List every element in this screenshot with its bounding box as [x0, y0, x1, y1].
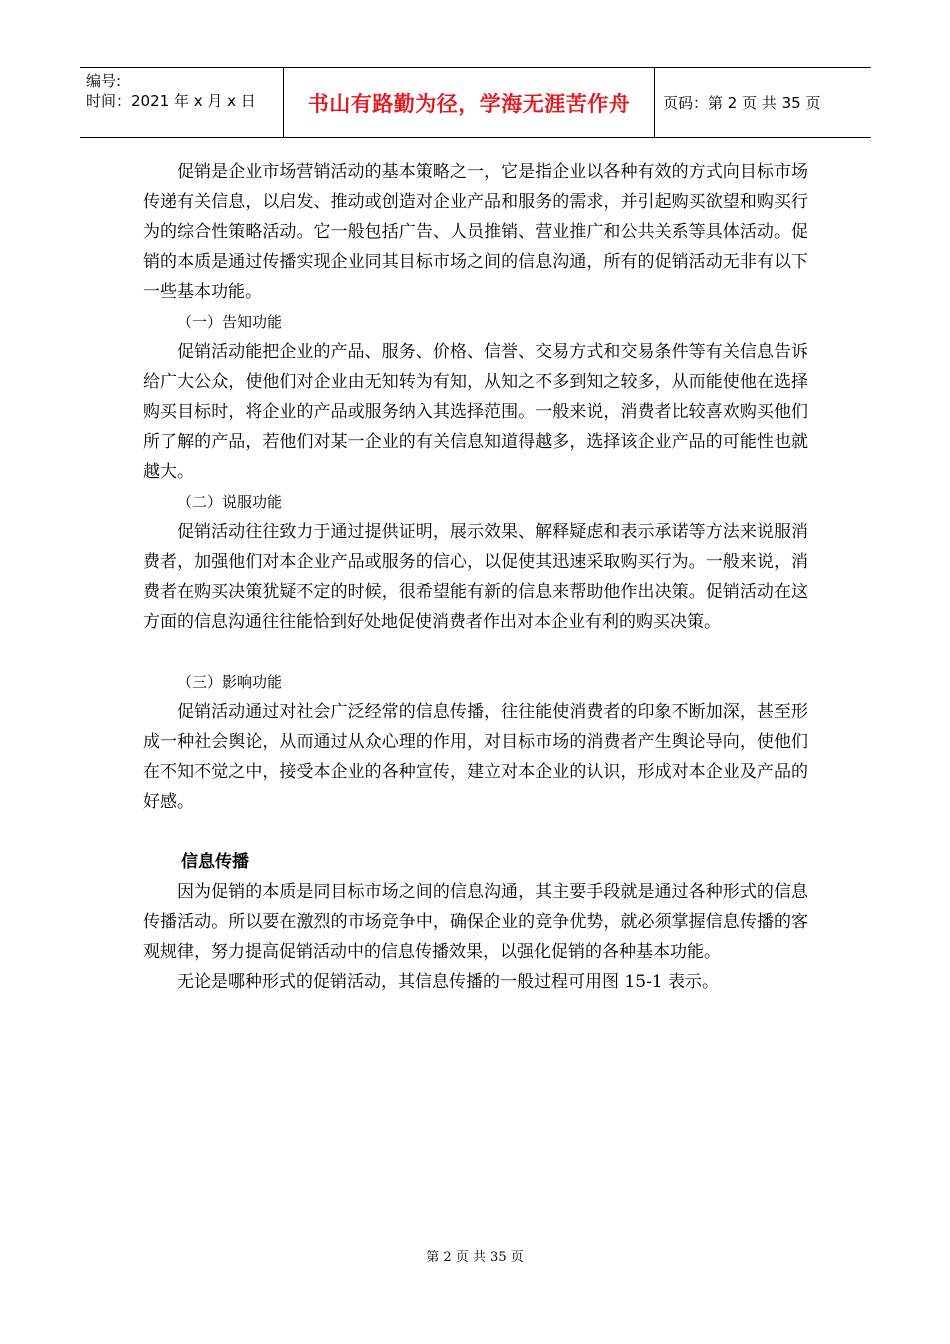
section-heading-influence: （三）影响功能 — [177, 673, 283, 691]
header-meta — [80, 68, 284, 137]
section-heading-information-dissemination: 信息传播 — [181, 852, 249, 872]
document-body — [143, 157, 808, 997]
header-motto: 书山有路勤为径，学海无涯苦作舟 — [284, 68, 655, 137]
section-heading-inform: （一）告知功能 — [177, 313, 283, 331]
persuade-paragraph: 促销活动往往致力于通过提供证明，展示效果、解释疑虑和表示承诺等方法来说服消费者，加强他们对本企业产品或服务的信心，以促使其迅速采取购买行为。一般来说，消费者在购买决策犹疑不定的时候，很希望能有新的信息来帮助他作出决策。促销活动在这方面的信息沟通往往能恰到好处地促使消费者作出对本企业有利的购买决策。 — [143, 522, 808, 632]
intro-paragraph: 促销是企业市场营销活动的基本策略之一，它是指企业以各种有效的方式向目标市场传递有关信息，以启发、推动或创造对企业产品和服务的需求，并引起购买欲望和购买行为的综合性策略活动。它一般包括广告、人员推销、营业推广和公共关系等具体活动。促销的本质是通过传播实现企业同其目标市场之间的信息沟通，所有的促销活动无非有以下一些基本功能。 — [143, 162, 808, 302]
page-footer: 第 2 页 共 35 页 — [426, 1250, 524, 1265]
section-heading-persuade: （二）说服功能 — [177, 493, 283, 511]
header-page-indicator: 页码：第 2 页 共 35 页 — [663, 94, 821, 112]
influence-paragraph: 促销活动通过对社会广泛经常的信息传播，往往能使消费者的印象不断加深，甚至形成一种社会舆论，从而通过从众心理的作用，对目标市场的消费者产生舆论导向，使他们在不知不觉之中，接受本企业的各种宣传，建立对本企业的认识，形成对本企业及产品的好感。 — [143, 702, 808, 812]
document-number-label: 编号: — [86, 72, 122, 90]
blank-line — [143, 637, 808, 667]
inform-paragraph: 促销活动能把企业的产品、服务、价格、信誉、交易方式和交易条件等有关信息告诉给广大公众，使他们对企业由无知转为有知，从知之不多到知之较多，从而能使他在选择购买目标时，将企业的产品或服务纳入其选择范围。一般来说，消费者比较喜欢购买他们所了解的产品，若他们对某一企业的有关信息知道得越多，选择该企业产品的可能性也就越大。 — [143, 342, 808, 482]
info-paragraph-2: 无论是哪种形式的促销活动，其信息传播的一般过程可用图 15-1 表示。 — [177, 972, 719, 992]
document-header — [80, 67, 871, 138]
info-paragraph-1: 因为促销的本质是同目标市场之间的信息沟通，其主要手段就是通过各种形式的信息传播活动。所以要在激烈的市场竞争中，确保企业的竞争优势，就必须掌握信息传播的客观规律，努力提高促销活动中的信息传播效果，以强化促销的各种基本功能。 — [143, 882, 808, 962]
blank-line — [143, 817, 808, 847]
document-date-label: 时间：2021 年 x 月 x 日 — [86, 92, 256, 110]
